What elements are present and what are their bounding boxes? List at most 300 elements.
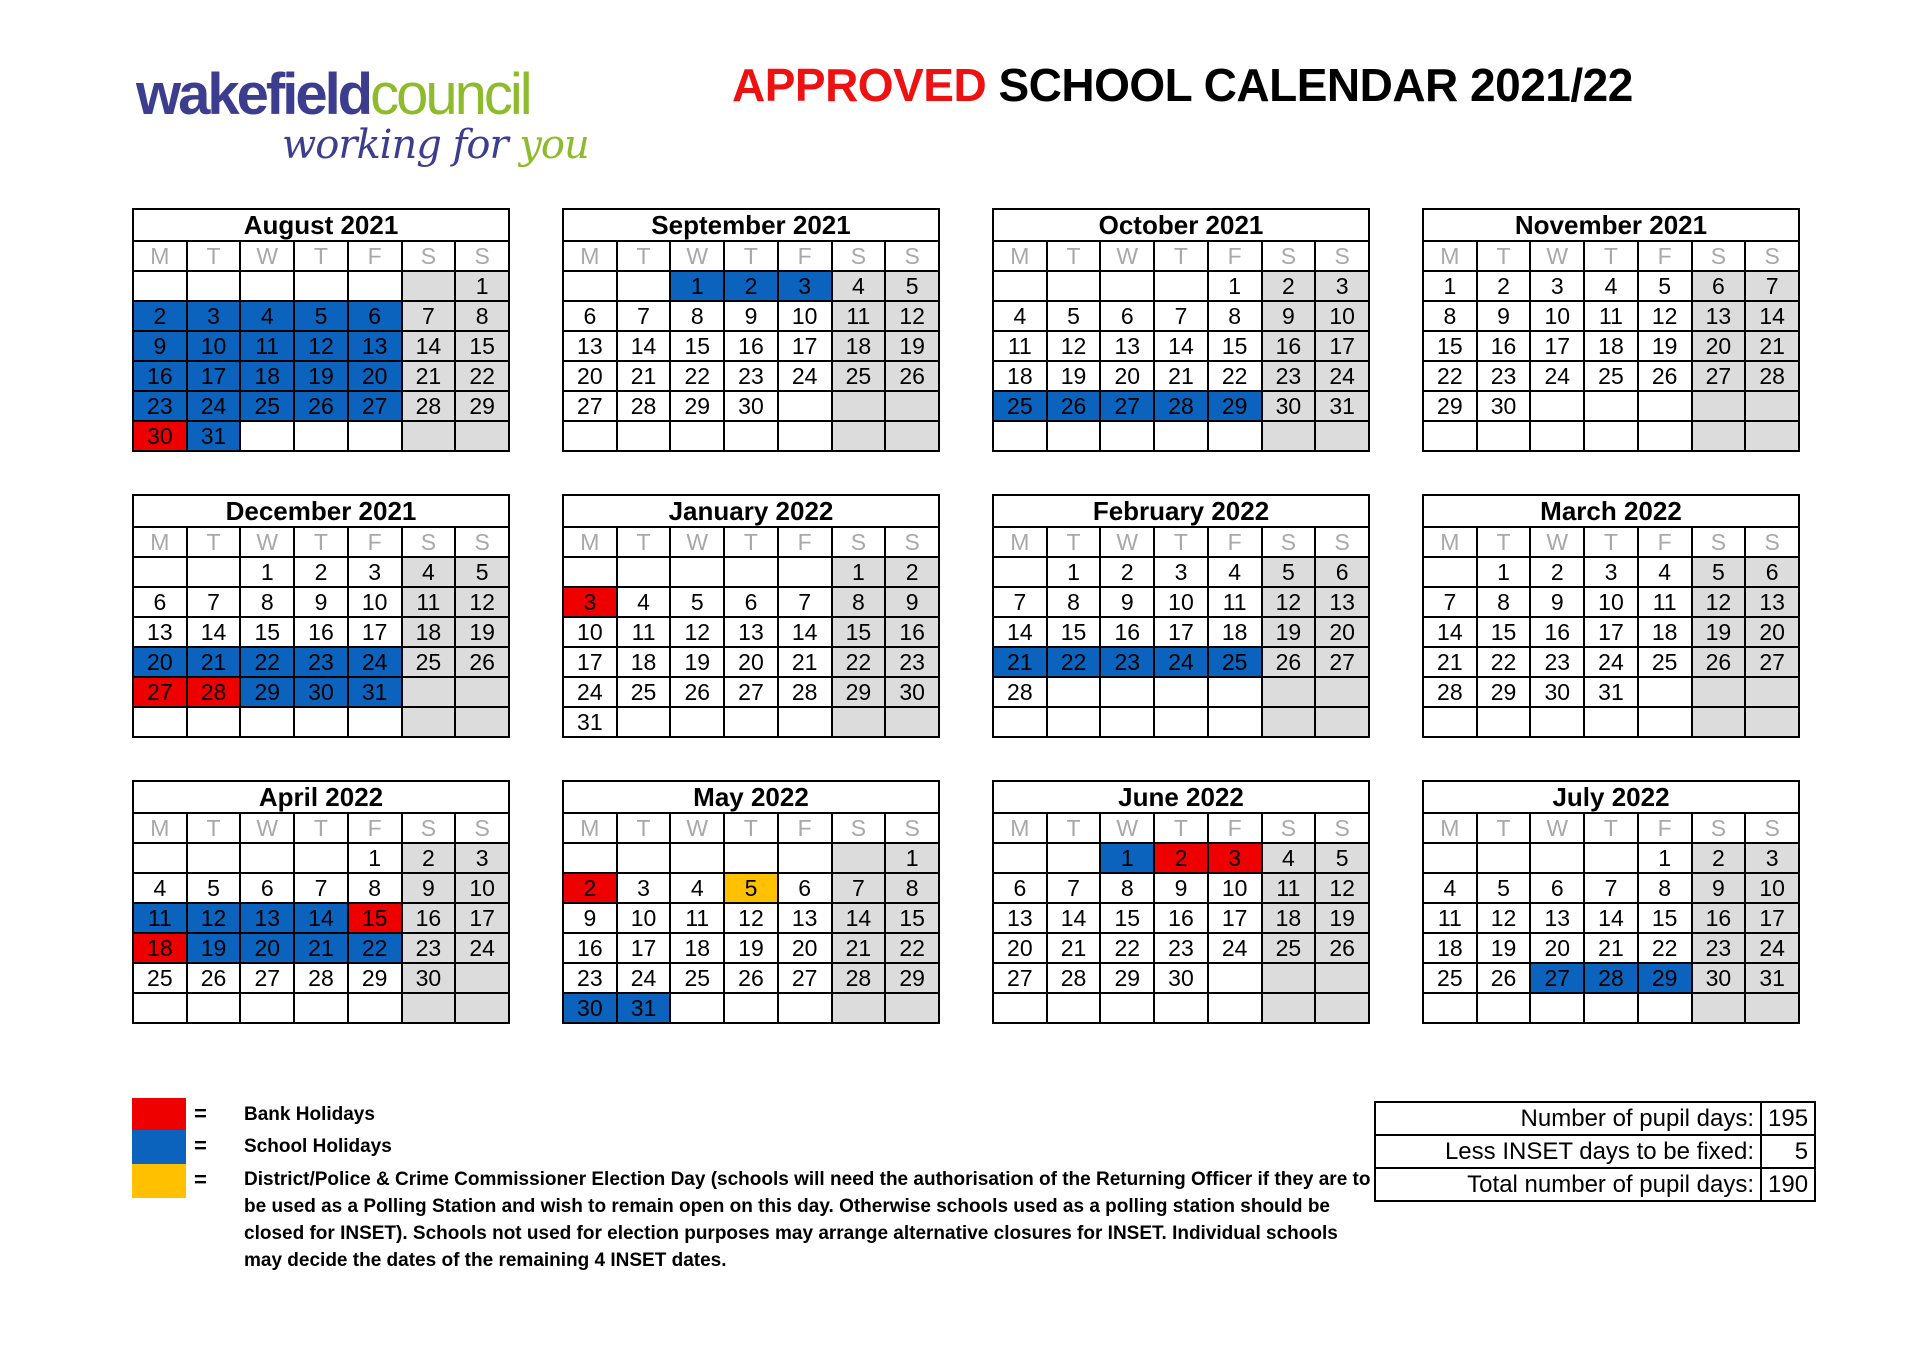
day-cell: 11 [1262, 873, 1316, 903]
day-cell: 8 [1100, 873, 1154, 903]
empty-cell [885, 421, 939, 451]
empty-cell [617, 271, 671, 301]
week-row [993, 647, 1369, 677]
month-title: August 2021 [133, 209, 509, 241]
weekday-header: T [187, 527, 241, 557]
day-cell: 23 [1262, 361, 1316, 391]
weekday-header: S [1315, 813, 1369, 843]
empty-cell [1530, 421, 1584, 451]
day-cell: 17 [563, 647, 617, 677]
day-cell: 5 [294, 301, 348, 331]
day-cell: 6 [1745, 557, 1799, 587]
week-row [563, 361, 939, 391]
empty-cell [832, 707, 886, 737]
day-cell: 31 [1584, 677, 1638, 707]
day-cell: 8 [670, 301, 724, 331]
month-table [1422, 494, 1800, 738]
day-cell: 18 [993, 361, 1047, 391]
day-cell: 28 [1423, 677, 1477, 707]
week-row [993, 993, 1369, 1023]
month-table [1422, 208, 1800, 452]
day-cell: 29 [670, 391, 724, 421]
empty-cell [670, 993, 724, 1023]
summary-label: Total number of pupil days: [1375, 1168, 1761, 1201]
week-row [133, 301, 509, 331]
weekday-header: T [617, 813, 671, 843]
day-cell: 10 [1315, 301, 1369, 331]
weekday-header: S [402, 813, 456, 843]
empty-cell [1208, 421, 1262, 451]
day-cell: 7 [294, 873, 348, 903]
day-cell: 26 [724, 963, 778, 993]
month-calendar [562, 208, 940, 452]
day-cell: 30 [1262, 391, 1316, 421]
day-cell: 20 [1100, 361, 1154, 391]
day-cell: 28 [617, 391, 671, 421]
day-cell: 2 [1477, 271, 1531, 301]
empty-cell [832, 843, 886, 873]
summary-value: 195 [1761, 1102, 1815, 1135]
day-cell: 22 [348, 933, 402, 963]
day-cell: 3 [1584, 557, 1638, 587]
week-row [993, 301, 1369, 331]
logo-tagline-part1: working for [282, 122, 520, 168]
day-cell: 24 [1208, 933, 1262, 963]
day-cell: 9 [1262, 301, 1316, 331]
empty-cell [1262, 707, 1316, 737]
week-row [563, 647, 939, 677]
day-cell: 19 [187, 933, 241, 963]
day-cell: 23 [1100, 647, 1154, 677]
weekday-header: T [1047, 813, 1101, 843]
day-cell: 4 [1584, 271, 1638, 301]
empty-cell [240, 707, 294, 737]
day-cell: 18 [1638, 617, 1692, 647]
month-title: April 2022 [133, 781, 509, 813]
week-row [993, 331, 1369, 361]
day-cell: 17 [1584, 617, 1638, 647]
empty-cell [1530, 993, 1584, 1023]
day-cell: 15 [1477, 617, 1531, 647]
day-cell: 2 [724, 271, 778, 301]
weekday-header: M [1423, 527, 1477, 557]
day-cell: 24 [187, 391, 241, 421]
day-cell: 17 [617, 933, 671, 963]
day-cell: 30 [885, 677, 939, 707]
weekday-header: S [1315, 527, 1369, 557]
week-row [1423, 903, 1799, 933]
empty-cell [1638, 993, 1692, 1023]
day-cell: 28 [832, 963, 886, 993]
empty-cell [402, 707, 456, 737]
day-cell: 10 [1530, 301, 1584, 331]
day-cell: 4 [1423, 873, 1477, 903]
day-cell: 25 [240, 391, 294, 421]
day-cell: 15 [455, 331, 509, 361]
empty-cell [993, 271, 1047, 301]
month-table [562, 780, 940, 1024]
day-cell: 4 [1262, 843, 1316, 873]
pupil-days-summary [1374, 1101, 1816, 1202]
empty-cell [1584, 391, 1638, 421]
weekday-header: M [133, 527, 187, 557]
day-cell: 23 [885, 647, 939, 677]
day-cell: 27 [778, 963, 832, 993]
weekday-header: T [617, 241, 671, 271]
empty-cell [1154, 677, 1208, 707]
week-row [563, 587, 939, 617]
day-cell: 16 [1530, 617, 1584, 647]
empty-cell [1423, 421, 1477, 451]
day-cell: 18 [832, 331, 886, 361]
day-cell: 1 [1423, 271, 1477, 301]
logo-word-council: council [370, 62, 530, 127]
weekday-header: S [1692, 527, 1746, 557]
day-cell: 21 [993, 647, 1047, 677]
empty-cell [778, 557, 832, 587]
month-title: March 2022 [1423, 495, 1799, 527]
weekday-header: F [1638, 813, 1692, 843]
day-cell: 16 [402, 903, 456, 933]
day-cell: 16 [885, 617, 939, 647]
day-cell: 16 [1692, 903, 1746, 933]
day-cell: 12 [1047, 331, 1101, 361]
summary-row [1375, 1168, 1815, 1201]
day-cell: 9 [1692, 873, 1746, 903]
weekday-header: S [402, 241, 456, 271]
empty-cell [885, 993, 939, 1023]
day-cell: 21 [832, 933, 886, 963]
weekday-header: M [563, 527, 617, 557]
legend-label: School Holidays [244, 1136, 392, 1157]
empty-cell [1262, 963, 1316, 993]
day-cell: 23 [294, 647, 348, 677]
empty-cell [724, 557, 778, 587]
empty-cell [133, 993, 187, 1023]
month-calendar [1422, 780, 1800, 1024]
weekday-header: T [1047, 527, 1101, 557]
weekday-header: S [1262, 813, 1316, 843]
empty-cell [1047, 993, 1101, 1023]
day-cell: 29 [1638, 963, 1692, 993]
day-cell: 3 [617, 873, 671, 903]
day-cell: 20 [1530, 933, 1584, 963]
day-cell: 8 [1477, 587, 1531, 617]
weekday-header: S [1262, 241, 1316, 271]
empty-cell [1423, 557, 1477, 587]
day-cell: 21 [187, 647, 241, 677]
day-cell: 24 [563, 677, 617, 707]
day-cell: 29 [240, 677, 294, 707]
day-cell: 1 [455, 271, 509, 301]
empty-cell [778, 707, 832, 737]
empty-cell [832, 391, 886, 421]
empty-cell [1692, 677, 1746, 707]
empty-cell [1208, 963, 1262, 993]
day-cell: 26 [1638, 361, 1692, 391]
empty-cell [1208, 993, 1262, 1023]
day-cell: 15 [1047, 617, 1101, 647]
day-cell: 6 [133, 587, 187, 617]
weekday-header: T [187, 241, 241, 271]
day-cell: 17 [1208, 903, 1262, 933]
week-row [563, 903, 939, 933]
day-cell: 9 [1477, 301, 1531, 331]
empty-cell [187, 843, 241, 873]
week-row [133, 933, 509, 963]
day-cell: 11 [240, 331, 294, 361]
weekday-header: S [1745, 527, 1799, 557]
empty-cell [778, 993, 832, 1023]
month-table [992, 208, 1370, 452]
day-cell: 20 [133, 647, 187, 677]
empty-cell [724, 993, 778, 1023]
weekday-header: M [1423, 241, 1477, 271]
empty-cell [1692, 421, 1746, 451]
day-cell: 1 [670, 271, 724, 301]
day-cell: 5 [1477, 873, 1531, 903]
day-cell: 16 [133, 361, 187, 391]
day-cell: 21 [1423, 647, 1477, 677]
week-row [133, 557, 509, 587]
month-title: June 2022 [993, 781, 1369, 813]
day-cell: 4 [1638, 557, 1692, 587]
day-cell: 11 [832, 301, 886, 331]
day-cell: 9 [885, 587, 939, 617]
empty-cell [240, 271, 294, 301]
day-cell: 17 [1530, 331, 1584, 361]
weekday-header: F [1208, 813, 1262, 843]
day-cell: 18 [617, 647, 671, 677]
day-cell: 16 [1100, 617, 1154, 647]
day-cell: 11 [402, 587, 456, 617]
day-cell: 28 [294, 963, 348, 993]
week-row [1423, 271, 1799, 301]
day-cell: 13 [1100, 331, 1154, 361]
day-cell: 3 [1154, 557, 1208, 587]
day-cell: 14 [1584, 903, 1638, 933]
day-cell: 8 [240, 587, 294, 617]
weekday-header: S [832, 813, 886, 843]
day-cell: 16 [724, 331, 778, 361]
empty-cell [402, 271, 456, 301]
day-cell: 12 [455, 587, 509, 617]
day-cell: 5 [1047, 301, 1101, 331]
day-cell: 23 [402, 933, 456, 963]
day-cell: 19 [1262, 617, 1316, 647]
day-cell: 25 [1208, 647, 1262, 677]
week-row [133, 361, 509, 391]
empty-cell [563, 421, 617, 451]
day-cell: 14 [778, 617, 832, 647]
day-cell: 27 [348, 391, 402, 421]
week-row [563, 391, 939, 421]
week-row [993, 903, 1369, 933]
day-cell: 22 [1208, 361, 1262, 391]
week-row [133, 873, 509, 903]
day-cell: 15 [1208, 331, 1262, 361]
day-cell: 12 [1315, 873, 1369, 903]
day-cell: 30 [1477, 391, 1531, 421]
day-cell: 17 [187, 361, 241, 391]
day-cell: 25 [670, 963, 724, 993]
empty-cell [1047, 707, 1101, 737]
summary-row [1375, 1102, 1815, 1135]
month-title: September 2021 [563, 209, 939, 241]
week-row [133, 707, 509, 737]
empty-cell [1477, 421, 1531, 451]
day-cell: 29 [455, 391, 509, 421]
day-cell: 7 [1584, 873, 1638, 903]
weekday-header: T [1154, 527, 1208, 557]
empty-cell [133, 843, 187, 873]
day-cell: 21 [1154, 361, 1208, 391]
weekday-header: S [885, 241, 939, 271]
empty-cell [1745, 993, 1799, 1023]
weekday-header: T [1477, 813, 1531, 843]
day-cell: 2 [1530, 557, 1584, 587]
week-row [563, 993, 939, 1023]
day-cell: 10 [778, 301, 832, 331]
day-cell: 19 [1315, 903, 1369, 933]
empty-cell [1692, 707, 1746, 737]
weekday-header: S [1692, 241, 1746, 271]
weekday-header: F [778, 813, 832, 843]
empty-cell [1100, 421, 1154, 451]
weekday-header: T [724, 813, 778, 843]
day-cell: 11 [1584, 301, 1638, 331]
day-cell: 9 [402, 873, 456, 903]
day-cell: 13 [348, 331, 402, 361]
day-cell: 21 [1047, 933, 1101, 963]
weekday-header: W [670, 527, 724, 557]
day-cell: 18 [1584, 331, 1638, 361]
week-row [563, 301, 939, 331]
empty-cell [294, 843, 348, 873]
day-cell: 19 [1692, 617, 1746, 647]
empty-cell [832, 421, 886, 451]
day-cell: 7 [1047, 873, 1101, 903]
day-cell: 25 [1423, 963, 1477, 993]
weekday-header: S [455, 241, 509, 271]
summary-value: 5 [1761, 1135, 1815, 1168]
empty-cell [993, 843, 1047, 873]
day-cell: 23 [1154, 933, 1208, 963]
week-row [563, 677, 939, 707]
weekday-header: S [1262, 527, 1316, 557]
week-row [1423, 843, 1799, 873]
day-cell: 18 [1423, 933, 1477, 963]
bank-holiday-swatch [132, 1098, 186, 1130]
day-cell: 24 [1745, 933, 1799, 963]
day-cell: 2 [402, 843, 456, 873]
day-cell: 18 [670, 933, 724, 963]
day-cell: 9 [1154, 873, 1208, 903]
empty-cell [1315, 993, 1369, 1023]
week-row [993, 963, 1369, 993]
weekday-header: T [724, 241, 778, 271]
empty-cell [778, 421, 832, 451]
month-table [992, 780, 1370, 1024]
page-title-approved: APPROVED [732, 59, 987, 111]
empty-cell [455, 963, 509, 993]
day-cell: 4 [240, 301, 294, 331]
day-cell: 19 [670, 647, 724, 677]
empty-cell [563, 843, 617, 873]
empty-cell [187, 271, 241, 301]
month-title: May 2022 [563, 781, 939, 813]
day-cell: 26 [1692, 647, 1746, 677]
day-cell: 11 [133, 903, 187, 933]
day-cell: 13 [724, 617, 778, 647]
month-title: October 2021 [993, 209, 1369, 241]
day-cell: 28 [1047, 963, 1101, 993]
week-row [563, 707, 939, 737]
day-cell: 10 [187, 331, 241, 361]
empty-cell [563, 557, 617, 587]
empty-cell [563, 271, 617, 301]
empty-cell [348, 271, 402, 301]
day-cell: 23 [1692, 933, 1746, 963]
empty-cell [670, 707, 724, 737]
day-cell: 7 [187, 587, 241, 617]
month-title: December 2021 [133, 495, 509, 527]
day-cell: 7 [1154, 301, 1208, 331]
day-cell: 16 [563, 933, 617, 963]
day-cell: 3 [187, 301, 241, 331]
day-cell: 10 [455, 873, 509, 903]
day-cell: 27 [1315, 647, 1369, 677]
day-cell: 17 [778, 331, 832, 361]
weekday-header: M [563, 241, 617, 271]
day-cell: 17 [1154, 617, 1208, 647]
empty-cell [1584, 707, 1638, 737]
day-cell: 9 [724, 301, 778, 331]
weekday-header: W [670, 813, 724, 843]
empty-cell [1100, 993, 1154, 1023]
week-row [563, 933, 939, 963]
month-calendar [132, 494, 510, 738]
weekday-header: S [455, 527, 509, 557]
day-cell: 15 [670, 331, 724, 361]
empty-cell [1154, 707, 1208, 737]
empty-cell [187, 993, 241, 1023]
empty-cell [1423, 993, 1477, 1023]
day-cell: 27 [240, 963, 294, 993]
empty-cell [993, 707, 1047, 737]
day-cell: 5 [455, 557, 509, 587]
weekday-header: F [1208, 241, 1262, 271]
day-cell: 3 [455, 843, 509, 873]
week-row [133, 331, 509, 361]
empty-cell [1530, 843, 1584, 873]
day-cell: 21 [1584, 933, 1638, 963]
week-row [133, 391, 509, 421]
day-cell: 23 [133, 391, 187, 421]
day-cell: 19 [724, 933, 778, 963]
weekday-header: S [1745, 241, 1799, 271]
empty-cell [187, 707, 241, 737]
day-cell: 22 [455, 361, 509, 391]
empty-cell [1047, 271, 1101, 301]
week-row [1423, 391, 1799, 421]
week-row [563, 421, 939, 451]
week-row [563, 271, 939, 301]
empty-cell [455, 707, 509, 737]
empty-cell [240, 843, 294, 873]
month-calendar [992, 780, 1370, 1024]
month-table [992, 494, 1370, 738]
